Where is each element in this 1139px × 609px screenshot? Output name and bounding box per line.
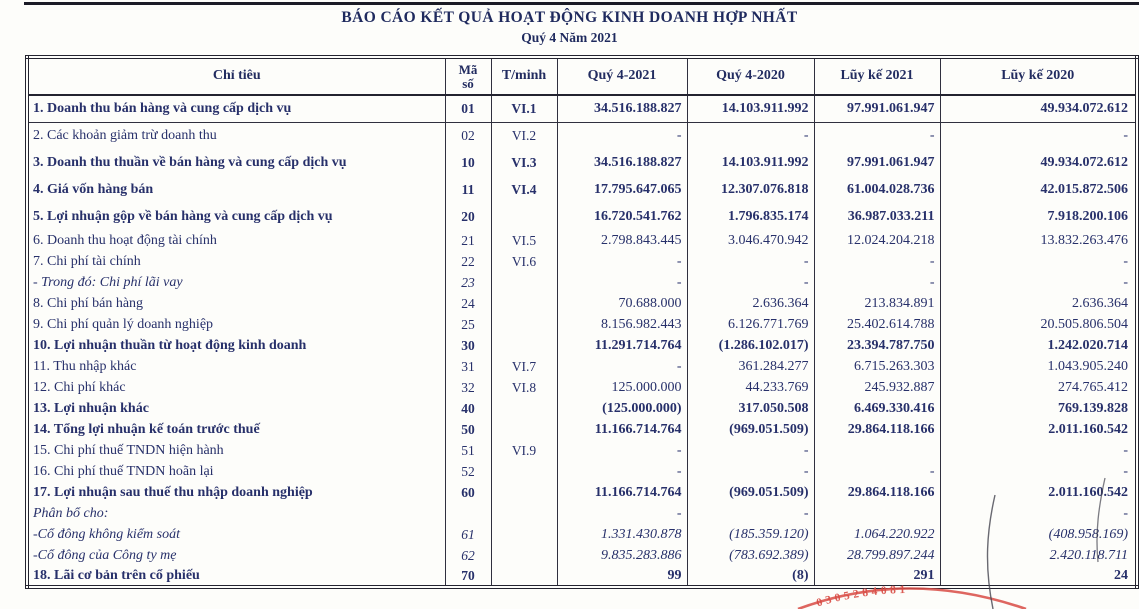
header-ytd-2020 — [940, 57, 1137, 95]
cell-note — [491, 293, 557, 314]
cell-criteria: 10. Lợi nhuận thuần từ hoạt động kinh doanh — [33, 337, 307, 353]
cell-ytd-2021: 245.932.887 — [814, 377, 940, 398]
cell-note — [491, 314, 557, 335]
cell-note — [491, 503, 557, 524]
table-row — [27, 503, 1137, 524]
cell-q4-2020: 14.103.911.992 — [687, 149, 814, 176]
cell-q4-2020: (969.051.509) — [687, 419, 814, 440]
cell-code: 60 — [445, 482, 491, 503]
table-row — [27, 230, 1137, 251]
cell-q4-2021: 16.720.541.762 — [557, 203, 687, 230]
stamp-digits: 0305284081 — [815, 583, 909, 609]
cell-ytd-2020: 769.139.828 — [940, 398, 1137, 419]
cell-criteria: -Cổ đông không kiểm soát — [33, 526, 180, 542]
cell-criteria: Phân bổ cho: — [33, 505, 109, 521]
cell-q4-2021: 99 — [557, 566, 687, 587]
cell-ytd-2021: 1.064.220.922 — [814, 524, 940, 545]
cell-code: 31 — [445, 356, 491, 377]
cell-note — [491, 203, 557, 230]
cell-note: VI.6 — [491, 251, 557, 272]
cell-q4-2021: 11.291.714.764 — [557, 335, 687, 356]
cell-code: 22 — [445, 251, 491, 272]
cell-code: 62 — [445, 545, 491, 566]
cell-criteria: 3. Doanh thu thuần về bán hàng và cung cấp dịch vụ — [33, 154, 347, 170]
cell-ytd-2020: 274.765.412 — [940, 377, 1137, 398]
cell-note: VI.9 — [491, 440, 557, 461]
cell-ytd-2021: 97.991.061.947 — [814, 95, 940, 122]
cell-q4-2020: 44.233.769 — [687, 377, 814, 398]
cell-code: 20 — [445, 203, 491, 230]
cell-code: 02 — [445, 122, 491, 149]
cell-q4-2021: - — [557, 503, 687, 524]
cell-criteria: 13. Lợi nhuận khác — [33, 400, 149, 416]
cell-ytd-2021: - — [814, 251, 940, 272]
cell-q4-2021: 34.516.188.827 — [557, 149, 687, 176]
cell-q4-2020: 1.796.835.174 — [687, 203, 814, 230]
table-row — [27, 398, 1137, 419]
cell-q4-2020: 2.636.364 — [687, 293, 814, 314]
cell-ytd-2021: 6.469.330.416 — [814, 398, 940, 419]
cell-criteria: 8. Chi phí bán hàng — [33, 295, 144, 311]
cell-ytd-2020: - — [940, 440, 1137, 461]
cell-criteria: 7. Chi phí tài chính — [33, 253, 141, 269]
cell-note: VI.3 — [491, 149, 557, 176]
cell-ytd-2021: - — [814, 122, 940, 149]
header-ytd-2021-label: Lũy kế 2021 — [840, 68, 914, 84]
cell-code: 10 — [445, 149, 491, 176]
cell-ytd-2021: - — [814, 272, 940, 293]
cell-ytd-2021: 29.864.118.166 — [814, 482, 940, 503]
cell-code: 40 — [445, 398, 491, 419]
table-row — [27, 377, 1137, 398]
cell-note — [491, 335, 557, 356]
cell-note — [491, 419, 557, 440]
cell-q4-2020: - — [687, 251, 814, 272]
cell-q4-2020: (1.286.102.017) — [687, 335, 814, 356]
cell-ytd-2020: 7.918.200.106 — [940, 203, 1137, 230]
header-criteria — [27, 57, 445, 95]
page-subtitle: Quý 4 Năm 2021 — [521, 30, 618, 45]
cell-q4-2020: - — [687, 440, 814, 461]
cell-code: 01 — [445, 95, 491, 122]
cell-ytd-2021: 6.715.263.303 — [814, 356, 940, 377]
cell-q4-2021: - — [557, 272, 687, 293]
cell-criteria: 11. Thu nhập khác — [33, 358, 137, 374]
cell-ytd-2020: 42.015.872.506 — [940, 176, 1137, 203]
cell-criteria: 9. Chi phí quản lý doanh nghiệp — [33, 316, 214, 332]
cell-ytd-2020: 49.934.072.612 — [940, 149, 1137, 176]
cell-code — [445, 503, 491, 524]
cell-ytd-2020: 1.043.905.240 — [940, 356, 1137, 377]
cell-ytd-2021: 23.394.787.750 — [814, 335, 940, 356]
header-q4-2021-label: Quý 4-2021 — [587, 68, 657, 84]
cell-q4-2020: 3.046.470.942 — [687, 230, 814, 251]
cell-note: VI.2 — [491, 122, 557, 149]
header-q4-2020 — [687, 57, 814, 95]
table-body — [27, 95, 1137, 587]
cell-q4-2021: 8.156.982.443 — [557, 314, 687, 335]
cell-q4-2020: 317.050.508 — [687, 398, 814, 419]
cell-criteria: 1. Doanh thu bán hàng và cung cấp dịch vụ — [27, 95, 445, 122]
cell-ytd-2021: 213.834.891 — [814, 293, 940, 314]
cell-note — [491, 398, 557, 419]
header-code — [445, 57, 491, 95]
cell-note: VI.1 — [491, 95, 557, 122]
cell-ytd-2021: 25.402.614.788 — [814, 314, 940, 335]
table-row — [27, 203, 1137, 230]
table-row — [27, 335, 1137, 356]
cell-criteria: 12. Chi phí khác — [33, 379, 126, 395]
cell-criteria: 15. Chi phí thuế TNDN hiện hành — [33, 442, 224, 458]
cell-ytd-2020: - — [940, 461, 1137, 482]
cell-q4-2021: 17.795.647.065 — [557, 176, 687, 203]
income-statement-table — [25, 55, 1139, 589]
cell-note — [491, 482, 557, 503]
cell-criteria: 14. Tổng lợi nhuận kế toán trước thuế — [33, 421, 260, 437]
cell-ytd-2020: 2.011.160.542 — [940, 419, 1137, 440]
cell-criteria: 17. Lợi nhuận sau thuế thu nhập doanh nghiệp — [33, 484, 313, 500]
cell-criteria: 6. Doanh thu hoạt động tài chính — [33, 232, 217, 248]
header-q4-2021 — [557, 57, 687, 95]
cell-ytd-2020: 2.420.118.711 — [940, 545, 1137, 566]
cell-q4-2020: (185.359.120) — [687, 524, 814, 545]
cell-code: 21 — [445, 230, 491, 251]
cell-ytd-2020: 1.242.020.714 — [940, 335, 1137, 356]
table-header-row — [27, 57, 1137, 95]
cell-note — [491, 272, 557, 293]
cell-q4-2020: 14.103.911.992 — [687, 95, 814, 122]
cell-note — [491, 545, 557, 566]
table-row — [27, 440, 1137, 461]
cell-code: 70 — [445, 566, 491, 587]
cell-q4-2020: (969.051.509) — [687, 482, 814, 503]
cell-ytd-2020: 20.505.806.504 — [940, 314, 1137, 335]
table-row — [27, 566, 1137, 587]
cell-ytd-2020: - — [940, 272, 1137, 293]
cell-note: VI.4 — [491, 176, 557, 203]
cell-q4-2020: 6.126.771.769 — [687, 314, 814, 335]
cell-criteria: 16. Chi phí thuế TNDN hoãn lại — [33, 463, 214, 479]
cell-ytd-2020: - — [940, 251, 1137, 272]
cell-q4-2021: - — [557, 461, 687, 482]
cell-ytd-2021 — [814, 503, 940, 524]
cell-q4-2021: 34.516.188.827 — [557, 95, 687, 122]
table-row — [27, 545, 1137, 566]
table-row — [27, 272, 1137, 293]
cell-ytd-2021: 28.799.897.244 — [814, 545, 940, 566]
cell-code: 23 — [445, 272, 491, 293]
cell-q4-2021: 125.000.000 — [557, 377, 687, 398]
cell-note: VI.8 — [491, 377, 557, 398]
table-row — [27, 293, 1137, 314]
table-row — [27, 419, 1137, 440]
header-ytd-2021 — [814, 57, 940, 95]
cell-ytd-2021: 97.991.061.947 — [814, 149, 940, 176]
cell-q4-2021: - — [557, 251, 687, 272]
cell-q4-2021: 11.166.714.764 — [557, 482, 687, 503]
cell-criteria: -Cổ đông của Công ty mẹ — [33, 547, 177, 563]
page-title: BÁO CÁO KẾT QUẢ HOẠT ĐỘNG KINH DOANH HỢP NHẤT — [341, 9, 798, 26]
header-criteria-label: Chỉ tiêu — [212, 68, 261, 84]
cell-code: 61 — [445, 524, 491, 545]
table-row — [27, 149, 1137, 176]
header-code-line2: số — [462, 75, 474, 91]
table-row — [27, 95, 1137, 122]
cell-ytd-2021: 12.024.204.218 — [814, 230, 940, 251]
cell-code: 25 — [445, 314, 491, 335]
cell-note: VI.7 — [491, 356, 557, 377]
cell-ytd-2020: 13.832.263.476 — [940, 230, 1137, 251]
cell-q4-2021: - — [557, 122, 687, 149]
cell-q4-2021: 2.798.843.445 — [557, 230, 687, 251]
cell-note: VI.5 — [491, 230, 557, 251]
cell-ytd-2021: 61.004.028.736 — [814, 176, 940, 203]
header-ytd-2020-label: Lũy kế 2020 — [1001, 68, 1075, 84]
table-row — [27, 122, 1137, 149]
table-row — [27, 176, 1137, 203]
cell-ytd-2020: 2.636.364 — [940, 293, 1137, 314]
cell-criteria: - Trong đó: Chi phí lãi vay — [33, 274, 183, 290]
cell-q4-2020: (783.692.389) — [687, 545, 814, 566]
cell-code: 51 — [445, 440, 491, 461]
table-row — [27, 251, 1137, 272]
table-row — [27, 524, 1137, 545]
cell-q4-2020: (8) — [687, 566, 814, 587]
cell-note — [491, 461, 557, 482]
table-row — [27, 314, 1137, 335]
cell-ytd-2021: 36.987.033.211 — [814, 203, 940, 230]
cell-q4-2021: 1.331.430.878 — [557, 524, 687, 545]
cell-note — [491, 566, 557, 587]
cell-note — [491, 524, 557, 545]
header-q4-2020-label: Quý 4-2020 — [716, 68, 785, 84]
cell-ytd-2021: - — [814, 461, 940, 482]
table-row — [27, 461, 1137, 482]
cell-ytd-2020: 2.011.160.542 — [940, 482, 1137, 503]
header-note-label: T/minh — [501, 68, 547, 84]
cell-q4-2021: - — [557, 356, 687, 377]
header-code-line1: Mã — [458, 61, 478, 77]
cell-ytd-2020: (408.958.169) — [940, 524, 1137, 545]
cell-q4-2021: - — [557, 440, 687, 461]
cell-ytd-2021: 29.864.118.166 — [814, 419, 940, 440]
cell-q4-2020: 12.307.076.818 — [687, 176, 814, 203]
cell-ytd-2021: 291 — [814, 566, 940, 587]
cell-code: 32 — [445, 377, 491, 398]
cell-q4-2020: - — [687, 503, 814, 524]
header-note — [491, 57, 557, 95]
table-row — [27, 482, 1137, 503]
cell-criteria: 18. Lãi cơ bản trên cổ phiếu — [33, 567, 200, 583]
cell-q4-2021: 70.688.000 — [557, 293, 687, 314]
cell-q4-2021: 9.835.283.886 — [557, 545, 687, 566]
cell-ytd-2020: 24 — [940, 566, 1137, 587]
cell-criteria: 4. Giá vốn hàng bán — [33, 181, 154, 197]
cell-criteria: 5. Lợi nhuận gộp về bán hàng và cung cấp dịch vụ — [33, 208, 333, 224]
cell-ytd-2020: - — [940, 503, 1137, 524]
cell-q4-2021: (125.000.000) — [557, 398, 687, 419]
cell-ytd-2020: - — [940, 122, 1137, 149]
cell-code: 11 — [445, 176, 491, 203]
cell-q4-2020: - — [687, 272, 814, 293]
top-horizontal-rule — [24, 2, 1139, 5]
seal-arc — [798, 589, 1026, 609]
cell-code: 50 — [445, 419, 491, 440]
cell-code: 52 — [445, 461, 491, 482]
cell-code: 30 — [445, 335, 491, 356]
cell-code: 24 — [445, 293, 491, 314]
cell-q4-2020: - — [687, 461, 814, 482]
cell-q4-2021: 11.166.714.764 — [557, 419, 687, 440]
cell-criteria: 2. Các khoản giảm trừ doanh thu — [33, 127, 217, 143]
table-row — [27, 356, 1137, 377]
cell-q4-2020: 361.284.277 — [687, 356, 814, 377]
cell-ytd-2021 — [814, 440, 940, 461]
cell-ytd-2020: 49.934.072.612 — [940, 95, 1137, 122]
cell-q4-2020: - — [687, 122, 814, 149]
